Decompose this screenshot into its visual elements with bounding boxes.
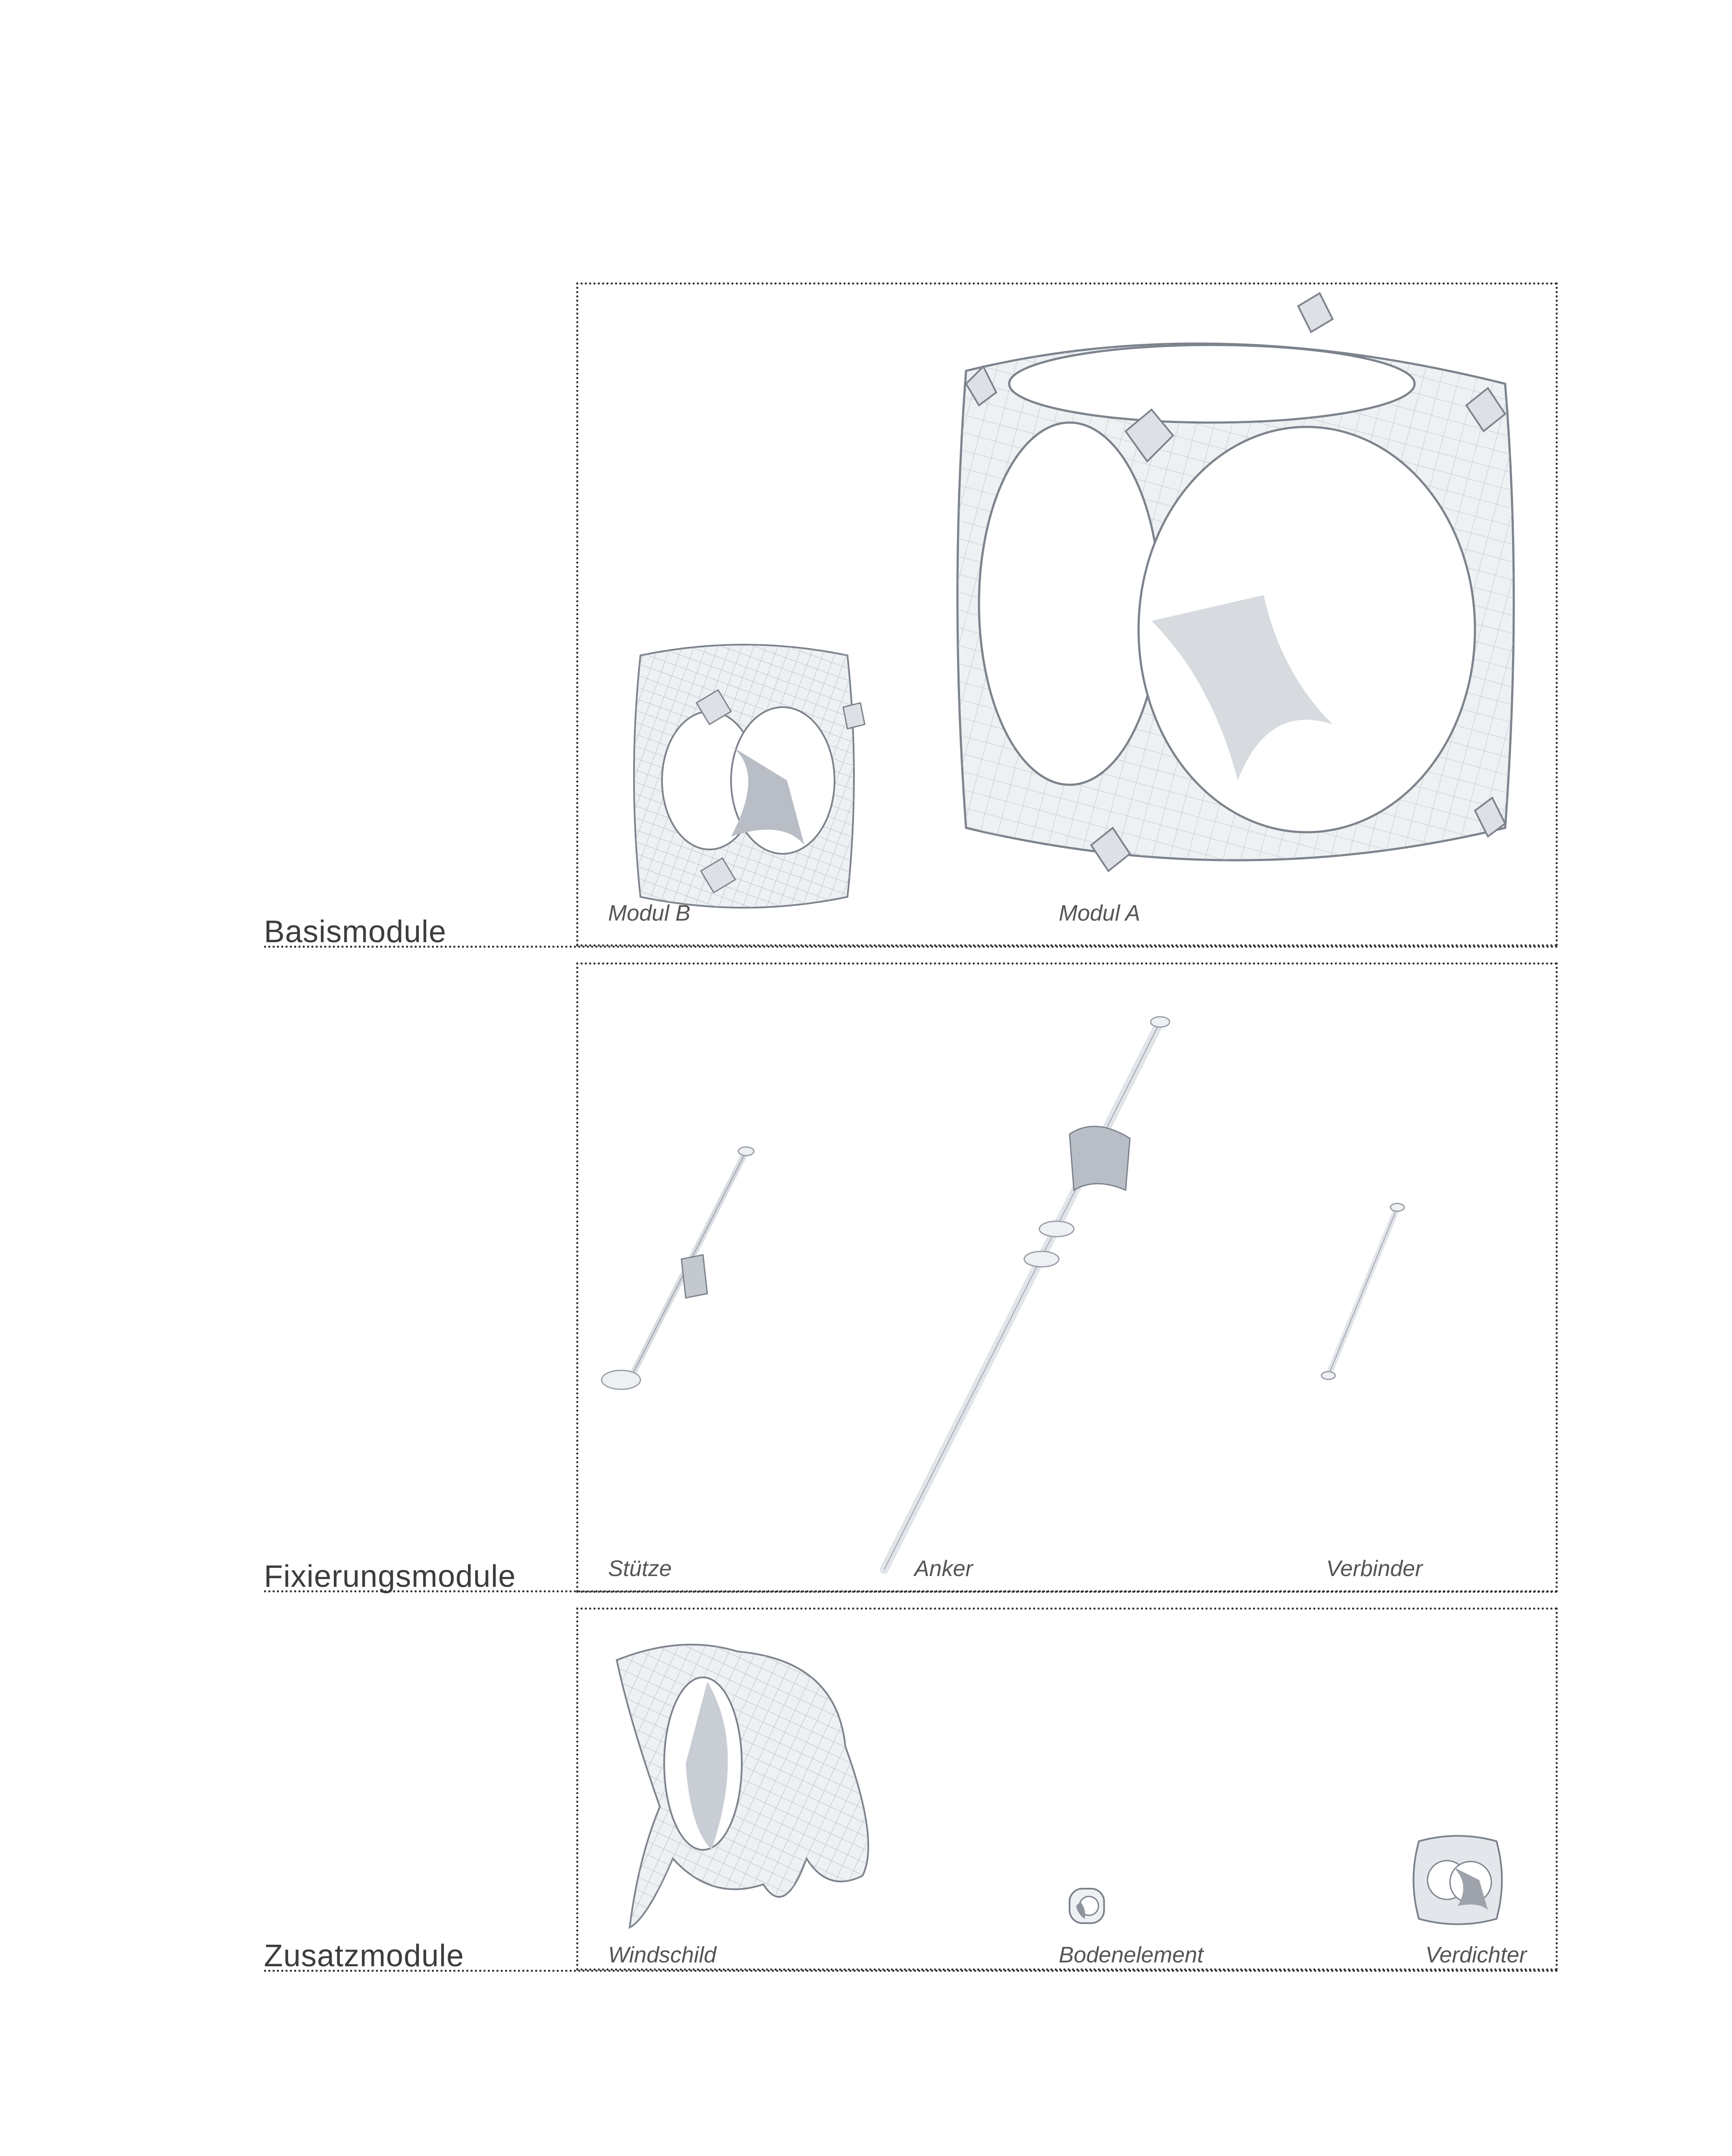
section-underline bbox=[264, 1590, 1559, 1592]
caption-modul-a: Modul A bbox=[1059, 901, 1140, 926]
caption-stuetze: Stütze bbox=[608, 1556, 672, 1581]
caption-bodenelement: Bodenelement bbox=[1059, 1943, 1204, 1968]
bodenelement-illustration bbox=[1065, 1884, 1108, 1927]
verdichter-illustration bbox=[1406, 1828, 1509, 1932]
modul-b-illustration bbox=[602, 638, 886, 914]
section-underline bbox=[264, 946, 1559, 948]
caption-windschild: Windschild bbox=[608, 1943, 716, 1968]
caption-anker: Anker bbox=[914, 1556, 973, 1581]
caption-modul-b: Modul B bbox=[608, 901, 690, 926]
anker-illustration bbox=[867, 1009, 1186, 1587]
caption-verdichter: Verdichter bbox=[1425, 1943, 1527, 1968]
windschild-illustration bbox=[604, 1634, 888, 1936]
section-underline bbox=[264, 1970, 1559, 1972]
verbinder-illustration bbox=[1311, 1194, 1415, 1393]
section-title-fixierungsmodule: Fixierungsmodule bbox=[264, 1559, 516, 1594]
caption-verbinder: Verbinder bbox=[1326, 1556, 1423, 1581]
section-title-basismodule: Basismodule bbox=[264, 915, 447, 949]
modul-a-illustration bbox=[910, 293, 1548, 897]
section-title-zusatzmodule: Zusatzmodule bbox=[264, 1939, 464, 1973]
stuetze-illustration bbox=[599, 1138, 763, 1397]
